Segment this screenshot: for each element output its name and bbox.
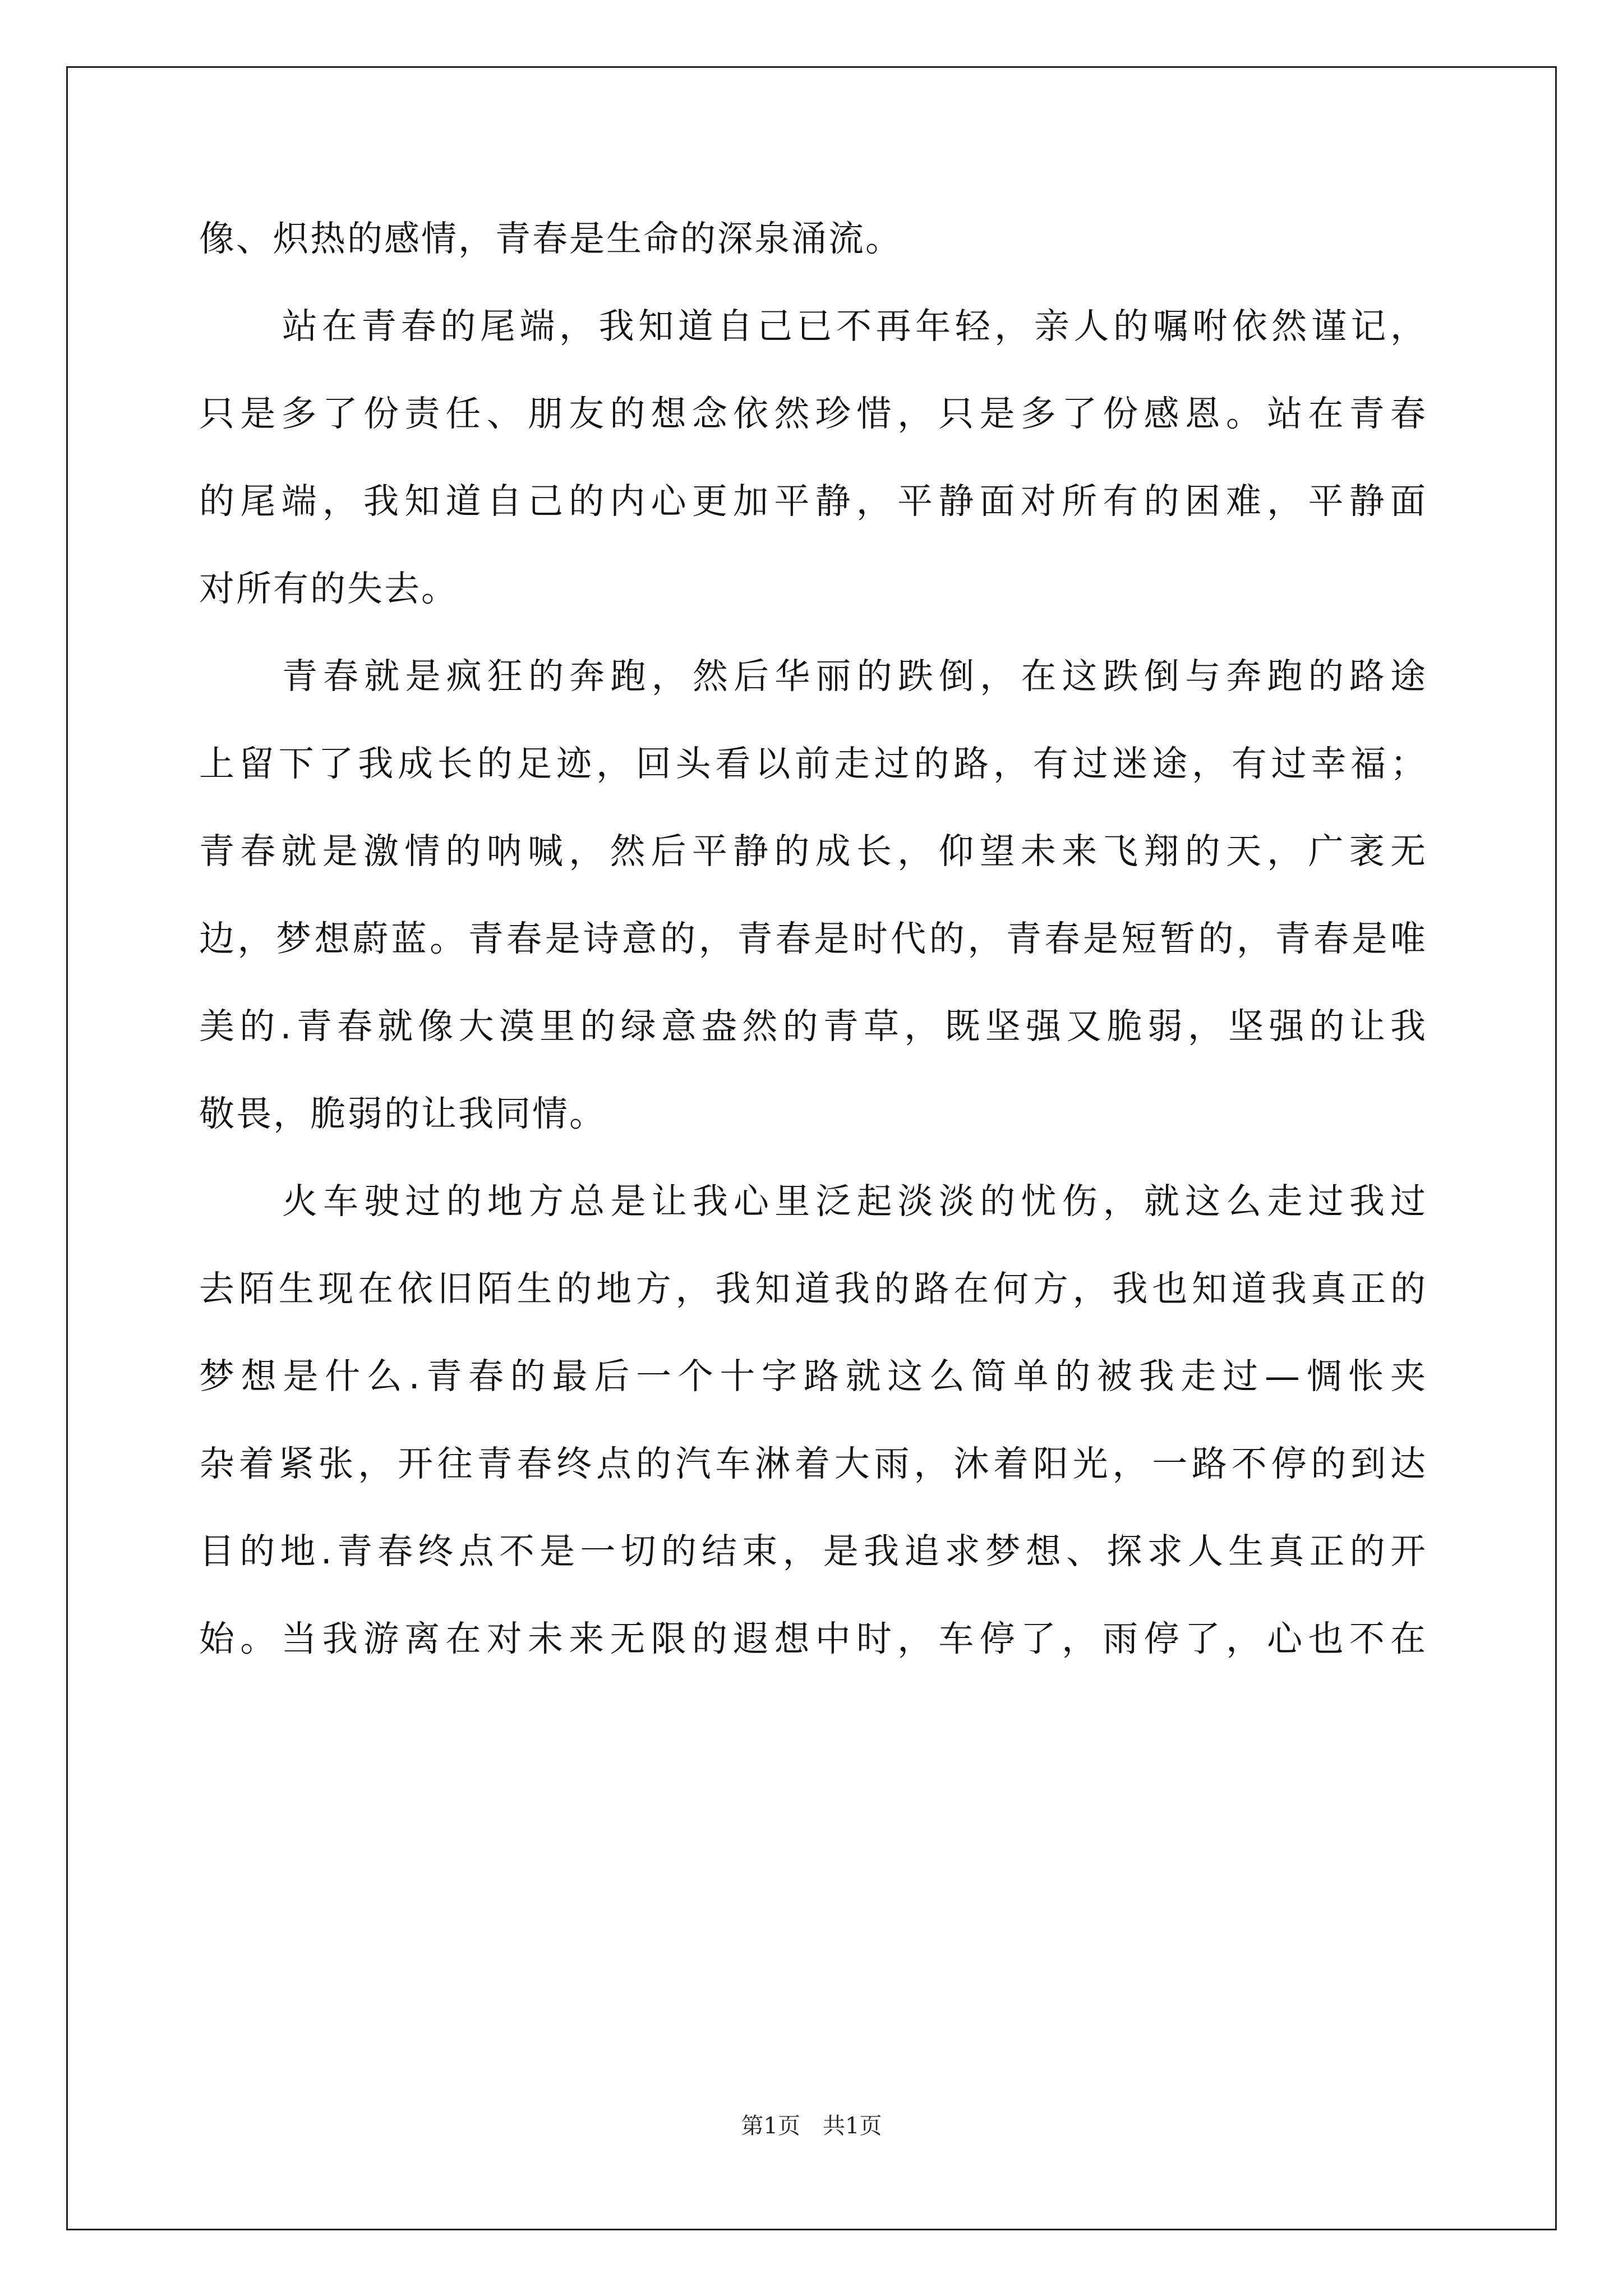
text-line: 只是多了份责任、朋友的想念依然珍惜，只是多了份感恩。站在青春 [199,393,1427,434]
text-line: 敬畏，脆弱的让我同情。 [199,1093,606,1134]
text-line: 上留下了我成长的足迹，回头看以前走过的路，有过迷途，有过幸福； [199,743,1427,784]
text-line: 青春就是疯狂的奔跑，然后华丽的跌倒，在这跌倒与奔跑的路途 [282,656,1427,697]
text-line: 火车驶过的地方总是让我心里泛起淡淡的忧伤，就这么走过我过 [282,1181,1427,1222]
text-line: 始。当我游离在对未来无限的遐想中时，车停了，雨停了，心也不在 [199,1618,1427,1659]
text-line: 像、炽热的感情，青春是生命的深泉涌流。 [199,218,902,259]
text-line: 边，梦想蔚蓝。青春是诗意的，青春是时代的，青春是短暂的，青春是唯 [199,918,1427,959]
text-line: 站在青春的尾端，我知道自己已不再年轻，亲人的嘱咐依然谨记， [282,306,1427,347]
page-number: 第1页 [741,2113,800,2139]
text-line: 梦想是什么.青春的最后一个十字路就这么简单的被我走过—惆怅夹 [199,1356,1427,1397]
text-line: 美的.青春就像大漠里的绿意盎然的青草，既坚强又脆弱，坚强的让我 [199,1006,1427,1047]
text-line: 杂着紧张，开往青春终点的汽车淋着大雨，沐着阳光，一路不停的到达 [199,1443,1427,1484]
text-line: 目的地.青春终点不是一切的结束，是我追求梦想、探求人生真正的开 [199,1531,1427,1572]
text-line: 对所有的失去。 [199,568,458,609]
text-line: 青春就是激情的呐喊，然后平静的成长，仰望未来飞翔的天，广袤无 [199,831,1427,872]
page-footer [0,2108,1623,2140]
document-body [199,217,1427,1704]
text-line: 去陌生现在依旧陌生的地方，我知道我的路在何方，我也知道我真正的 [199,1268,1427,1309]
page-total: 共1页 [823,2113,882,2139]
text-line: 的尾端，我知道自己的内心更加平静，平静面对所有的困难，平静面 [199,481,1427,522]
